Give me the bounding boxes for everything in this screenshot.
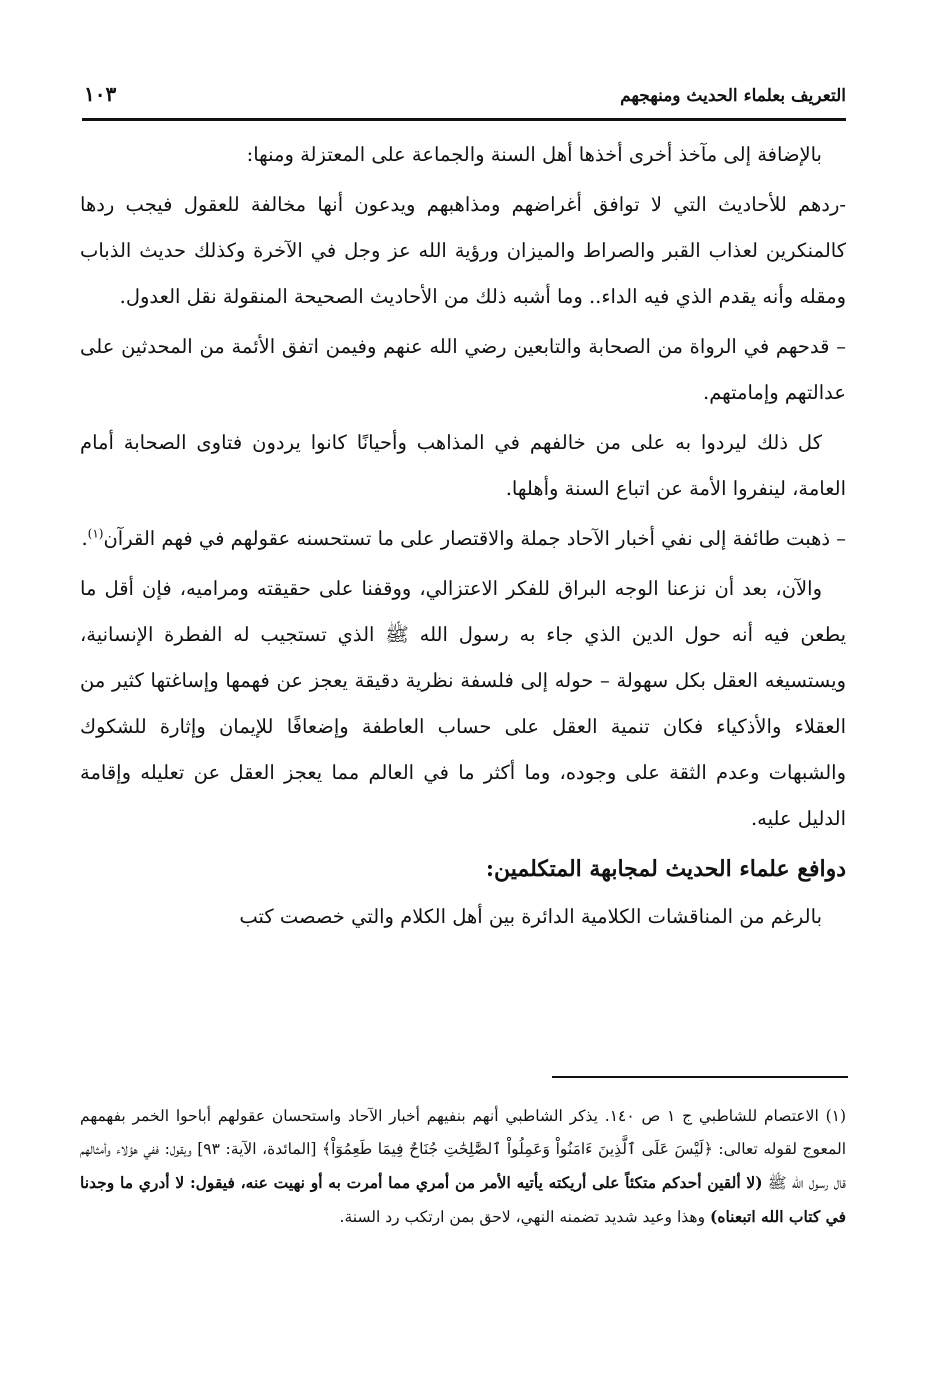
footnote-hadith-quote: (لا ألقين أحدكم متكئاً على أريكته يأتيه الأمر من أمري مما أمرت به أو نهيت عنه، فيقول: لا أدري ما وجدنا في كتاب الله اتبعناه) — [80, 1173, 846, 1226]
page-header — [82, 78, 846, 121]
paragraph-section-start: بالرغم من المناقشات الكلامية الدائرة بين أهل الكلام والتي خصصت كتب — [239, 905, 822, 928]
footnote — [80, 1100, 846, 1234]
main-text — [80, 132, 846, 944]
page-number: ١٠٣ — [84, 82, 117, 106]
footnote-separator — [552, 1076, 848, 1078]
paragraph-ahad-text: – ذهبت طائفة إلى نفي أخبار الآحاد جملة والاقتصار على ما تستحسنه عقولهم في فهم القرآن — [103, 527, 846, 550]
paragraph-conclusion: والآن، بعد أن نزعنا الوجه البراق للفكر الاعتزالي، ووقفنا على حقيقته ومراميه، فإن أقل ما يطعن فيه أنه حول الدين الذي جاء به رسول الله ﷺ الذي تستجيب له الفطرة الإنسانية، ويستسيغه العقل بكل سهولة – حوله إلى فلسفة نظرية دقيقة يعجز عن فهمها وإساغتها كثير من العقلاء والأذكياء فكان تنمية العقل على حساب العاطفة وإضعافًا للإيمان وإثارة للشكوك والشبهات وعدم الثقة على وجوده، وما أكثر ما في العالم مما يعجز العقل عن تعليله وإقامة الدليل عليه. — [80, 577, 846, 830]
paragraph-rejection-of-hadith: -ردهم للأحاديث التي لا توافق أغراضهم ومذاهبهم ويدعون أنها مخالفة للعقول فيجب ردها كالمنكرين لعذاب القبر والصراط والميزان ورؤية الله عز وجل في الآخرة وكذلك حديث الذباب ومقله وأنه يقدم الذي فيه الداء.. وما أشبه ذلك من الأحاديث الصحيحة المنقولة نقل العدول. — [80, 193, 846, 308]
paragraph-ahad-end: . — [81, 527, 88, 550]
paragraph-criticism-of-narrators: – قدحهم في الرواة من الصحابة والتابعين رضي الله عنهم وفيمن اتفق الأئمة من المحدثين على عدالتهم وإمامتهم. — [80, 335, 846, 404]
running-title: التعريف بعلماء الحديث ومنهجهم — [620, 86, 846, 106]
footnote-part-2: وهذا وعيد شديد تضمنه النهي، لاحق بمن ارتكب رد السنة. — [339, 1208, 706, 1226]
paragraph-refutation: كل ذلك ليردوا به على من خالفهم في المذاهب وأحيانًا كانوا يردون فتاوى الصحابة أمام العامة، لينفروا الأمة عن اتباع السنة وأهلها. — [80, 431, 846, 500]
section-heading: دوافع علماء الحديث لمجابهة المتكلمين: — [485, 856, 846, 882]
footnote-text — [80, 1100, 846, 1234]
footnote-part-1: (١) الاعتصام للشاطبي ج ١ ص ١٤٠. يذكر الشاطبي أنهم بنفيهم أخبار الآحاد واستحسان عقولهم أباحوا الخمر بفهمهم المعوج لقوله تعالى: ﴿لَيْسَ عَلَى ٱلَّذِينَ ءَامَنُواْ وَعَمِلُواْ ٱلصَّٰلِحَٰتِ جُنَاحٌ فِيمَا طَعِمُوٓاْ﴾ [المائدة، الآية: ٩٣] ويقول: ففي هؤلاء وأمثالهم قال رسول الله ﷺ — [80, 1107, 847, 1192]
paragraph-ahad-reports — [80, 516, 846, 562]
paragraph-intro: بالإضافة إلى مآخذ أخرى أخذها أهل السنة والجماعة على المعتزلة ومنها: — [246, 143, 822, 166]
footnote-reference: (١) — [87, 526, 104, 541]
